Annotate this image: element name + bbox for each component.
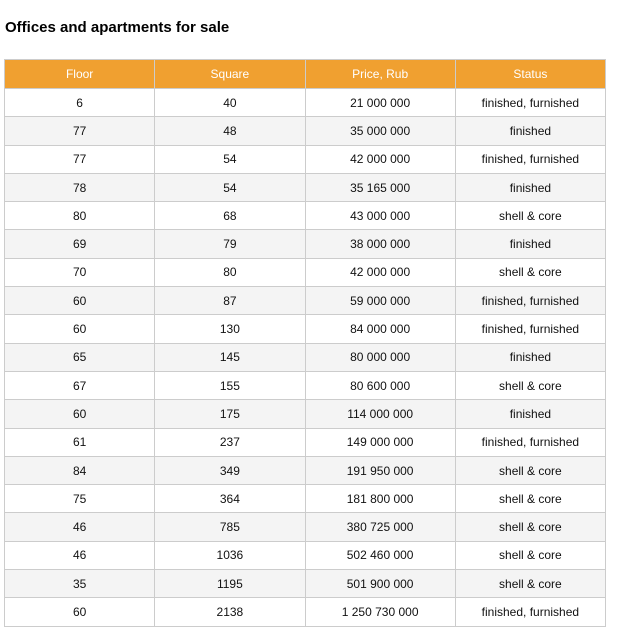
cell-floor: 46 (5, 513, 155, 541)
cell-square: 130 (155, 315, 305, 343)
page-title: Offices and apartments for sale (5, 19, 230, 36)
cell-price: 1 250 730 000 (305, 598, 455, 626)
cell-price: 38 000 000 (305, 230, 455, 258)
cell-floor: 60 (5, 400, 155, 428)
cell-status: shell & core (455, 513, 605, 541)
cell-price: 43 000 000 (305, 202, 455, 230)
cell-square: 175 (155, 400, 305, 428)
cell-square: 54 (155, 145, 305, 173)
header-status: Status (455, 60, 605, 89)
table-row (5, 513, 606, 541)
cell-price: 80 000 000 (305, 343, 455, 371)
table-row (5, 117, 606, 145)
cell-floor: 84 (5, 456, 155, 484)
cell-status: finished (455, 343, 605, 371)
cell-floor: 35 (5, 570, 155, 598)
cell-status: finished, furnished (455, 315, 605, 343)
cell-floor: 80 (5, 202, 155, 230)
cell-price: 80 600 000 (305, 371, 455, 399)
cell-square: 79 (155, 230, 305, 258)
cell-square: 68 (155, 202, 305, 230)
table-row (5, 428, 606, 456)
table-header-row (5, 60, 606, 89)
table-row (5, 343, 606, 371)
cell-floor: 61 (5, 428, 155, 456)
cell-square: 1195 (155, 570, 305, 598)
table-row (5, 287, 606, 315)
table-row (5, 598, 606, 626)
cell-floor: 69 (5, 230, 155, 258)
cell-status: shell & core (455, 371, 605, 399)
cell-price: 35 000 000 (305, 117, 455, 145)
cell-status: shell & core (455, 258, 605, 286)
cell-square: 785 (155, 513, 305, 541)
cell-floor: 77 (5, 117, 155, 145)
header-floor: Floor (5, 60, 155, 89)
cell-status: finished, furnished (455, 287, 605, 315)
table-row (5, 485, 606, 513)
cell-floor: 60 (5, 598, 155, 626)
cell-floor: 46 (5, 541, 155, 569)
cell-status: finished, furnished (455, 428, 605, 456)
cell-status: shell & core (455, 485, 605, 513)
cell-price: 21 000 000 (305, 89, 455, 117)
cell-floor: 60 (5, 287, 155, 315)
cell-status: shell & core (455, 202, 605, 230)
table-row (5, 315, 606, 343)
table-row (5, 371, 606, 399)
cell-square: 80 (155, 258, 305, 286)
table-row (5, 541, 606, 569)
cell-floor: 6 (5, 89, 155, 117)
cell-status: shell & core (455, 570, 605, 598)
cell-price: 42 000 000 (305, 258, 455, 286)
table-row (5, 202, 606, 230)
table-row (5, 89, 606, 117)
table-row (5, 400, 606, 428)
listings-table (4, 59, 606, 627)
cell-square: 48 (155, 117, 305, 145)
cell-floor: 75 (5, 485, 155, 513)
cell-square: 2138 (155, 598, 305, 626)
cell-square: 1036 (155, 541, 305, 569)
cell-floor: 65 (5, 343, 155, 371)
cell-price: 84 000 000 (305, 315, 455, 343)
cell-price: 501 900 000 (305, 570, 455, 598)
cell-price: 181 800 000 (305, 485, 455, 513)
cell-square: 87 (155, 287, 305, 315)
table-row (5, 230, 606, 258)
table-row (5, 570, 606, 598)
cell-price: 114 000 000 (305, 400, 455, 428)
cell-status: finished, furnished (455, 145, 605, 173)
cell-price: 149 000 000 (305, 428, 455, 456)
cell-status: finished, furnished (455, 598, 605, 626)
cell-status: finished (455, 230, 605, 258)
cell-floor: 67 (5, 371, 155, 399)
cell-status: finished (455, 117, 605, 145)
table-row (5, 456, 606, 484)
table-body (5, 89, 606, 627)
cell-status: finished, furnished (455, 89, 605, 117)
table-row (5, 145, 606, 173)
table-row (5, 258, 606, 286)
cell-status: shell & core (455, 541, 605, 569)
table-header (5, 60, 606, 89)
header-price: Price, Rub (305, 60, 455, 89)
cell-price: 35 165 000 (305, 173, 455, 201)
cell-price: 502 460 000 (305, 541, 455, 569)
cell-floor: 78 (5, 173, 155, 201)
cell-status: shell & core (455, 456, 605, 484)
table-row (5, 173, 606, 201)
cell-floor: 77 (5, 145, 155, 173)
cell-price: 59 000 000 (305, 287, 455, 315)
cell-square: 145 (155, 343, 305, 371)
cell-status: finished (455, 173, 605, 201)
cell-square: 364 (155, 485, 305, 513)
cell-square: 155 (155, 371, 305, 399)
cell-square: 237 (155, 428, 305, 456)
cell-floor: 70 (5, 258, 155, 286)
cell-price: 191 950 000 (305, 456, 455, 484)
cell-square: 54 (155, 173, 305, 201)
cell-square: 349 (155, 456, 305, 484)
cell-price: 42 000 000 (305, 145, 455, 173)
cell-floor: 60 (5, 315, 155, 343)
cell-status: finished (455, 400, 605, 428)
cell-price: 380 725 000 (305, 513, 455, 541)
cell-square: 40 (155, 89, 305, 117)
header-square: Square (155, 60, 305, 89)
